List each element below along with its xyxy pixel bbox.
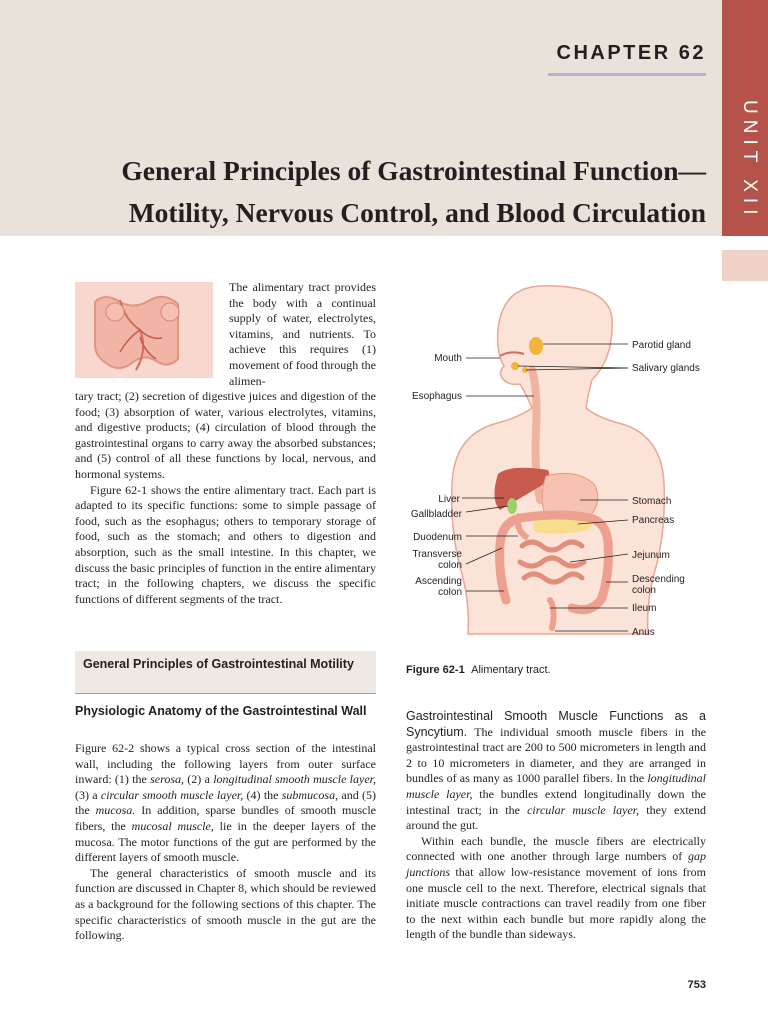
parotid-gland-shape	[529, 337, 543, 355]
page-number: 753	[687, 979, 706, 991]
label-anus: Anus	[632, 627, 655, 638]
intro-paragraph-2: Figure 62-1 shows the entire alimentary tract. Each part is adapted to its specific functions: some to simple passage of food, such as the esophagus; others to temporary storage of food, such as the stomach; and others to digestion and absorption, such as the small intestine. In this chapter, we discuss the basic principles of function in the entire alimentary tract; in the following chapters, we discuss the specific functions of different segments of the tract.	[75, 482, 376, 606]
intro-text-block	[75, 389, 376, 607]
wall-layers-paragraph: Figure 62-2 shows a typical cross section of the intestinal wall, including the following layers from outer surface inward: (1) the serosa, (2) a longitudinal smooth muscle layer, (3) a circular smooth muscle layer, (4) the submucosa, and (5) the mucosa. In addition, sparse bundles of smooth muscle fibers, the mucosal muscle, lie in the deeper layers of the mucosa. The motor functions of the gut are performed by the different layers of smooth muscle.	[75, 741, 376, 865]
figure-caption-label: Figure 62-1	[406, 664, 465, 676]
label-duodenum: Duodenum	[413, 532, 462, 543]
label-jejunum: Jejunum	[632, 550, 670, 561]
intro-paragraph-top: The alimentary tract provides the body with a continual supply of water, electrolytes, vitamins, and nutrients. To achieve this requires (1) movement of food through the alimen-	[229, 280, 376, 388]
intro-paragraph-continued: tary tract; (2) secretion of digestive juices and digestion of the food; (3) absorption of water, various electrolytes, vitamins, and digestive products; (4) circulation of blood through the gastrointestinal organs to carry away the absorbed substances; and (5) control of all these functions by local, nervous, and hormonal systems.	[75, 389, 376, 481]
label-liver: Liver	[438, 494, 460, 505]
salivary-gland-shape	[511, 362, 519, 370]
chapter-rule	[548, 73, 706, 76]
section-heading: General Principles of Gastrointestinal Motility	[75, 651, 376, 694]
label-descending-colon-2: colon	[632, 585, 656, 596]
unit-tab-label: UNIT XII	[739, 100, 760, 221]
syncytium-paragraph: Gastrointestinal Smooth Muscle Functions as a Syncytium. The individual smooth muscle fibers in the gastrointestinal tract are 200 to 500 micrometers in length and 2 to 10 micrometers in diameter, and they are arranged in bundles of as many as 1000 parallel fibers. In the longitudinal muscle layer, the bundles extend longitudinally down the intestinal tract; in the circular muscle layer, they extend around the gut.	[406, 709, 706, 833]
chapter-thumbnail-image	[75, 282, 213, 378]
figure-caption	[406, 664, 551, 676]
alimentary-tract-figure	[400, 278, 720, 646]
label-pancreas: Pancreas	[632, 515, 675, 526]
label-ileum: Ileum	[632, 603, 657, 614]
gap-junction-paragraph: Within each bundle, the muscle fibers are electrically connected with one another through large numbers of gap junctions that allow low-resistance movement of ions from one muscle cell to the next. Therefore, electrical signals that initiate muscle contractions can travel readily from one fiber to the next within each bundle but more rapidly along the length of the bundle than sideways.	[406, 833, 706, 942]
gallbladder-shape	[507, 498, 517, 514]
chapter-title-line1: General Principles of Gastrointestinal Function—	[121, 155, 706, 186]
unit-tab-accent	[722, 250, 768, 281]
label-descending-colon-1: Descending	[632, 574, 685, 585]
subsection-heading: Physiologic Anatomy of the Gastrointestinal Wall	[75, 704, 367, 718]
label-esophagus: Esophagus	[411, 391, 462, 402]
label-transverse-colon-1: Transverse	[412, 549, 462, 560]
label-parotid-gland: Parotid gland	[632, 340, 691, 351]
figure-caption-text: Alimentary tract.	[471, 664, 551, 676]
label-salivary-glands: Salivary glands	[632, 363, 700, 374]
chapter-label: CHAPTER 62	[556, 42, 706, 64]
chapter-title-line2: Motility, Nervous Control, and Blood Circulation	[128, 197, 706, 228]
left-column-body	[75, 741, 376, 944]
label-gallbladder: Gallbladder	[410, 509, 462, 520]
label-transverse-colon-2: colon	[438, 560, 462, 571]
thumbnail-intestine-illustration	[75, 282, 213, 378]
label-ascending-colon-1: Ascending	[415, 576, 462, 587]
right-column-body	[406, 709, 706, 943]
smooth-muscle-paragraph: The general characteristics of smooth muscle and its function are discussed in Chapter 8, which should be reviewed as a background for the following sections of this chapter. The specific characteristics of smooth muscle in the gut are the following.	[75, 865, 376, 943]
chapter-title	[40, 150, 706, 234]
label-ascending-colon-2: colon	[438, 587, 462, 598]
syncytium-runin-heading: Gastrointestinal Smooth Muscle Functions as a Syncytium.	[406, 709, 706, 739]
label-mouth: Mouth	[434, 353, 462, 364]
label-stomach: Stomach	[632, 496, 672, 507]
